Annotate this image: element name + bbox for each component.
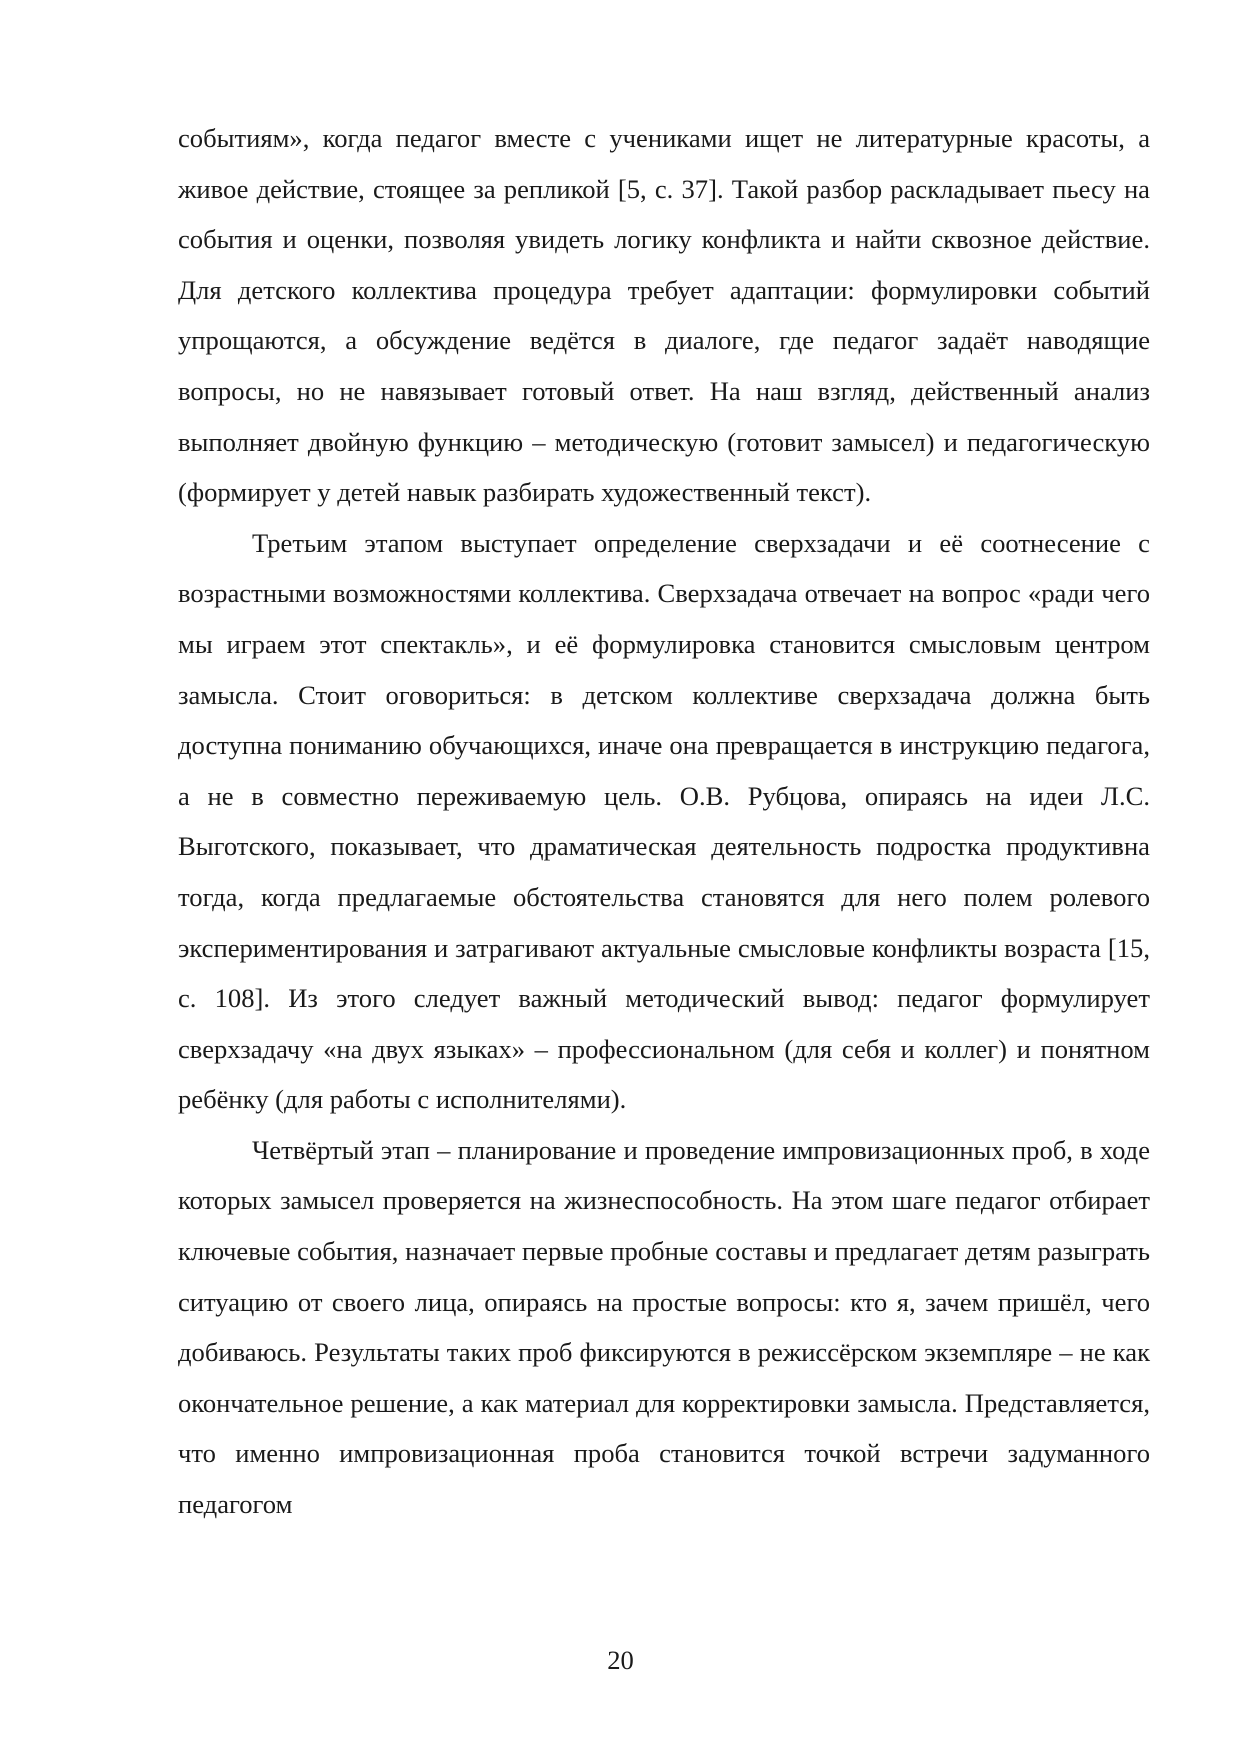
body-text [178,113,1150,1530]
paragraph-1: событиям», когда педагог вместе с учениками ищет не литературные красоты, а живое действие, стоящее за репликой [5, с. 37]. Такой разбор раскладывает пьесу на события и оценки, позволяя увидеть логику конфликта и найти сквозное действие. Для детского коллектива процедура требует адаптации: формулировки событий упрощаются, а обсуждение ведётся в диалоге, где педагог задаёт наводящие вопросы, но не навязывает готовый ответ. На наш взгляд, действенный анализ выполняет двойную функцию – методическую (готовит замысел) и педагогическую (формирует у детей навык разбирать художественный текст). [178,123,1150,508]
paragraph-3: Четвёртый этап – планирование и проведение импровизационных проб, в ходе которых замысел проверяется на жизнеспособность. На этом шаге педагог отбирает ключевые события, назначает первые пробные составы и предлагает детям разыграть ситуацию от своего лица, опираясь на простые вопросы: кто я, зачем пришёл, чего добиваюсь. Результаты таких проб фиксируются в режиссёрском экземпляре – не как окончательное решение, а как материал для корректировки замысла. Представляется, что именно импровизационная проба становится точкой встречи задуманного педагогом [178,1134,1150,1520]
paragraph-2: Третьим этапом выступает определение сверхзадачи и её соотнесение с возрастными возможностями коллектива. Сверхзадача отвечает на вопрос «ради чего мы играем этот спектакль», и её формулировка становится смысловым центром замысла. Стоит оговориться: в детском коллективе сверхзадача должна быть доступна пониманию обучающихся, иначе она превращается в инструкцию педагога, а не в совместно переживаемую цель. О.В. Рубцова, опираясь на идеи Л.С. Выготского, показывает, что драматическая деятельность подростка продуктивна тогда, когда предлагаемые обстоятельства становятся для него полем ролевого экспериментирования и затрагивают актуальные смысловые конфликты возраста [15, с. 108]. Из этого следует важный методический вывод: педагог формулирует сверхзадачу «на двух языках» – профессиональном (для себя и коллег) и понятном ребёнку (для работы с исполнителями). [178,527,1150,1115]
page-number: 20 [607,1645,634,1675]
